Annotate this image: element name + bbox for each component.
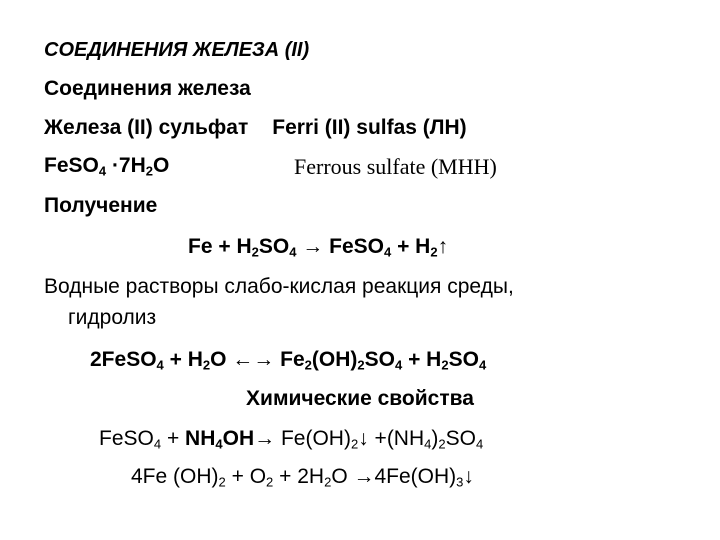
latin-drug-name: Ferri (II) sulfas (ЛН) <box>272 116 467 139</box>
reaction-iron-sulfuric-acid: $Fe + H_2SO_4$ → FeSO$_4$ + $H_2↑$ <box>188 235 449 260</box>
reaction-ammonium-hydroxide: FeSO$_4$ + $NH_4OH\to$ $Fe(OH)_2↓ +(NH_4)_2SO_4$ <box>99 427 484 452</box>
russian-drug-name: Железа (II) сульфат <box>44 116 249 139</box>
slide-title: СОЕДИНЕНИЯ ЖЕЛЕЗА (II) <box>44 39 310 61</box>
ferrous-sulfate-formula: FeSO$_4$ $\cdot 7H_2O$ <box>44 154 170 179</box>
hydrolysis-text-line2: гидролиз <box>68 306 157 329</box>
inn-drug-name: Ferrous sulfate (МНН) <box>294 154 497 179</box>
slide-subtitle: Соединения железа <box>44 77 251 100</box>
hydrolysis-text-line1: Водные растворы слабо-кислая реакция среды, <box>44 275 514 298</box>
obtaining-heading: Получение <box>44 194 158 217</box>
drug-names-line <box>44 117 467 138</box>
chemical-properties-heading: Химические свойства <box>246 387 474 410</box>
reaction-oxidation: 4Fe $(OH)_2 + O_2 + 2H_2O$ $\to 4Fe(OH)_3↓$ <box>131 465 474 490</box>
formula-line <box>44 154 170 179</box>
reaction-hydrolysis: 2FeSO$_4$ + $H_2O$ ←→ $Fe_2(OH)_2SO_4 + H_2SO_4$ <box>90 348 487 373</box>
